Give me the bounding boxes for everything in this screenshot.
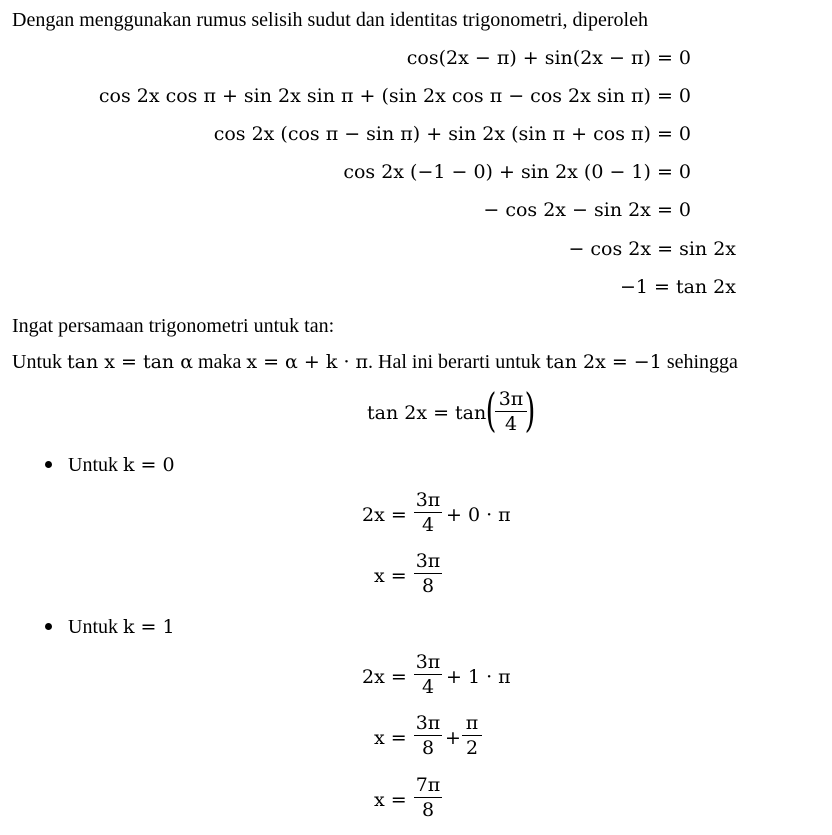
case1-line2-num: 3π xyxy=(415,712,441,734)
case0-line1-fraction xyxy=(414,489,442,536)
case0-label xyxy=(68,453,175,477)
case1-line1-lhs: 2x = xyxy=(362,666,407,688)
rule-condition: tan x = tan α xyxy=(67,351,194,373)
tan-eq-den: 4 xyxy=(504,413,518,435)
case0-k: k = 0 xyxy=(123,454,175,476)
case1-line2-plus: + xyxy=(445,727,461,749)
fraction-bar xyxy=(462,735,482,736)
fraction-bar xyxy=(414,573,442,574)
rule-sehingga: sehingga xyxy=(661,351,738,373)
case0-line1-tail: + 0 · π xyxy=(446,504,511,526)
case0-line2-fraction xyxy=(414,550,442,597)
tan-eq-lhs: tan 2x = tan xyxy=(367,402,487,424)
case1-line1-num: 3π xyxy=(415,651,441,673)
case1-line2-fraction xyxy=(414,712,442,759)
bullet-k1 xyxy=(45,623,52,630)
derivation-line-5: − cos 2x − sin 2x = 0 xyxy=(483,199,691,221)
case0-line2-num: 3π xyxy=(415,550,441,572)
case0-line1-den: 4 xyxy=(421,514,435,536)
case1-line1-fraction xyxy=(414,651,442,698)
derivation-line-6: − cos 2x = sin 2x xyxy=(568,238,736,260)
rule-solution: x = α + k · π xyxy=(246,351,369,373)
case1-line1-den: 4 xyxy=(421,676,435,698)
case0-line1-lhs: 2x = xyxy=(362,504,407,526)
fraction-bar xyxy=(495,411,527,412)
derivation-line-7: −1 = tan 2x xyxy=(619,276,736,298)
case1-label xyxy=(68,615,175,639)
fraction-bar xyxy=(414,735,442,736)
right-paren: ) xyxy=(524,383,536,437)
case0-label-text: Untuk xyxy=(68,454,123,476)
derivation-line-3: cos 2x (cos π − sin π) + sin 2x (sin π + cos π) = 0 xyxy=(213,123,691,145)
derivation-line-4: cos 2x (−1 − 0) + sin 2x (0 − 1) = 0 xyxy=(343,161,691,183)
rule-rest: . Hal ini berarti untuk xyxy=(368,351,546,373)
case0-line1-num: 3π xyxy=(415,489,441,511)
case1-k: k = 1 xyxy=(123,616,175,638)
bullet-k0 xyxy=(45,461,52,468)
derivation-line-1: cos(2x − π) + sin(2x − π) = 0 xyxy=(406,47,691,69)
case0-line2-lhs: x = xyxy=(374,565,407,587)
case1-line2-den2: 2 xyxy=(465,737,479,759)
derivation-line-2: cos 2x cos π + sin 2x sin π + (sin 2x cos π − cos 2x sin π) = 0 xyxy=(98,85,691,107)
case1-line2-den: 8 xyxy=(421,737,435,759)
fraction-bar xyxy=(414,674,442,675)
case1-line1-tail: + 1 · π xyxy=(446,666,511,688)
case1-line3-fraction xyxy=(414,774,442,821)
left-paren: ( xyxy=(485,383,497,437)
case1-label-text: Untuk xyxy=(68,616,123,638)
case1-line2-fraction2 xyxy=(462,712,482,759)
rule-text xyxy=(12,350,738,374)
rule-case: tan 2x = −1 xyxy=(545,351,662,373)
rule-prefix: Untuk xyxy=(12,351,67,373)
fraction-bar xyxy=(414,797,442,798)
case1-line3-num: 7π xyxy=(415,774,441,796)
tan-eq-num: 3π xyxy=(498,388,524,410)
recall-text: Ingat persamaan trigonometri untuk tan: xyxy=(12,315,335,337)
case1-line2-lhs: x = xyxy=(374,727,407,749)
case1-line2-num2: π xyxy=(465,712,479,734)
case1-line3-lhs: x = xyxy=(374,789,407,811)
intro-text: Dengan menggunakan rumus selisih sudut dan identitas trigonometri, diperoleh xyxy=(12,9,648,31)
case1-line3-den: 8 xyxy=(421,799,435,821)
rule-maka: maka xyxy=(193,351,247,373)
tan-eq-fraction xyxy=(495,388,527,435)
case0-line2-den: 8 xyxy=(421,575,435,597)
fraction-bar xyxy=(414,512,442,513)
